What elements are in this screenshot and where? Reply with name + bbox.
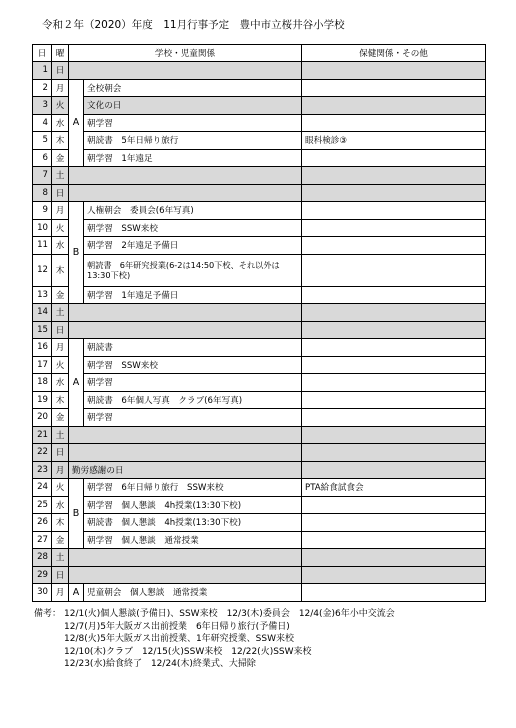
day-cell: 18: [33, 374, 52, 392]
day-cell: 13: [33, 286, 52, 304]
table-row: [33, 496, 486, 514]
day-cell: 1: [33, 62, 52, 80]
health-event-cell: [302, 461, 486, 479]
day-cell: 3: [33, 97, 52, 115]
school-event-cell: 朝学習: [84, 374, 302, 392]
weekday-cell: 日: [52, 321, 69, 339]
school-event-cell: 朝学習 個人懇談 通常授業: [84, 531, 302, 549]
weekday-cell: 火: [52, 356, 69, 374]
school-event-cell: 朝学習 1年遠足予備日: [84, 286, 302, 304]
day-cell: 23: [33, 461, 52, 479]
school-event-cell: [69, 304, 302, 322]
school-event-cell: [69, 549, 302, 567]
notes-line: 12/1(火)個人懇談(予備日)、SSW来校 12/3(木)委員会 12/4(金)6年小中交流会: [64, 609, 395, 619]
health-event-cell: [302, 149, 486, 167]
table-row: [33, 531, 486, 549]
table-row: [33, 62, 486, 80]
health-event-cell: [302, 339, 486, 357]
day-cell: 27: [33, 531, 52, 549]
health-event-cell: [302, 549, 486, 567]
weekday-cell: 木: [52, 132, 69, 150]
weekday-cell: 月: [52, 202, 69, 220]
school-event-cell: [69, 62, 302, 80]
header-health: 保健関係・その他: [302, 45, 486, 62]
table-row: [33, 566, 486, 584]
health-event-cell: [302, 237, 486, 255]
health-event-cell: [302, 254, 486, 286]
table-row: [33, 254, 486, 286]
notes-line: 12/10(木)クラブ 12/15(火)SSW来校 12/22(火)SSW来校: [64, 646, 312, 657]
table-row: [33, 167, 486, 185]
weekday-cell: 月: [52, 461, 69, 479]
school-event-cell: 児童朝会 個人懇談 通常授業: [84, 584, 302, 602]
schedule-body: [33, 62, 486, 602]
day-cell: 29: [33, 566, 52, 584]
weekday-cell: 日: [52, 444, 69, 462]
table-row: [33, 356, 486, 374]
health-event-cell: [302, 97, 486, 115]
header-school: 学校・児童関係: [69, 45, 302, 62]
weekday-cell: 土: [52, 304, 69, 322]
weekday-cell: 日: [52, 184, 69, 202]
health-event-cell: [302, 391, 486, 409]
notes-line: 12/23(水)給食終了 12/24(木)終業式、大掃除: [64, 659, 256, 669]
school-event-cell: 人権朝会 委員会(6年写真): [84, 202, 302, 220]
table-row: [33, 286, 486, 304]
health-event-cell: 眼科検診③: [302, 132, 486, 150]
header-row: [33, 45, 486, 62]
health-event-cell: [302, 219, 486, 237]
health-event-cell: [302, 114, 486, 132]
day-cell: 24: [33, 479, 52, 497]
school-event-cell: 朝学習 SSW来校: [84, 356, 302, 374]
table-row: [33, 391, 486, 409]
weekday-cell: 金: [52, 409, 69, 427]
health-event-cell: [302, 356, 486, 374]
notes-line: 12/7(月)5年大阪ガス出前授業 6年日帰り旅行(予備日): [64, 621, 290, 632]
health-event-cell: [302, 566, 486, 584]
table-row: [33, 184, 486, 202]
table-row: [33, 409, 486, 427]
health-event-cell: [302, 184, 486, 202]
weekday-cell: 火: [52, 479, 69, 497]
weekday-cell: 日: [52, 62, 69, 80]
weekday-cell: 土: [52, 549, 69, 567]
school-event-cell: 朝学習: [84, 409, 302, 427]
weekday-cell: 土: [52, 167, 69, 185]
week-group-cell: B: [69, 479, 84, 549]
weekday-cell: 木: [52, 391, 69, 409]
day-cell: 15: [33, 321, 52, 339]
day-cell: 21: [33, 426, 52, 444]
school-event-cell: 勤労感謝の日: [69, 461, 302, 479]
table-row: [33, 237, 486, 255]
notes-label: 備考：: [34, 609, 62, 619]
school-event-cell: [69, 184, 302, 202]
school-event-cell: 朝学習: [84, 114, 302, 132]
weekday-cell: 火: [52, 219, 69, 237]
day-cell: 7: [33, 167, 52, 185]
table-row: [33, 514, 486, 532]
health-event-cell: [302, 304, 486, 322]
school-event-cell: [69, 566, 302, 584]
table-row: [33, 339, 486, 357]
day-cell: 10: [33, 219, 52, 237]
day-cell: 19: [33, 391, 52, 409]
weekday-cell: 月: [52, 584, 69, 602]
school-event-cell: [69, 167, 302, 185]
table-row: [33, 132, 486, 150]
week-group-cell: A: [69, 584, 84, 602]
weekday-cell: 土: [52, 426, 69, 444]
health-event-cell: [302, 374, 486, 392]
schedule-table: [32, 44, 486, 602]
table-row: [33, 321, 486, 339]
health-event-cell: [302, 202, 486, 220]
school-event-cell: 朝学習 6年日帰り旅行 SSW来校: [84, 479, 302, 497]
health-event-cell: [302, 321, 486, 339]
day-cell: 11: [33, 237, 52, 255]
table-row: [33, 584, 486, 602]
week-group-cell: A: [69, 339, 84, 427]
notes-line: 12/8(火)5年大阪ガス出前授業、1年研究授業、SSW来校: [64, 634, 295, 644]
day-cell: 16: [33, 339, 52, 357]
day-cell: 20: [33, 409, 52, 427]
health-event-cell: [302, 531, 486, 549]
week-group-cell: B: [69, 202, 84, 304]
health-event-cell: [302, 409, 486, 427]
health-event-cell: [302, 62, 486, 80]
school-event-cell: [69, 444, 302, 462]
school-event-cell: 朝読書 6年個人写真 クラブ(6年写真): [84, 391, 302, 409]
table-row: [33, 149, 486, 167]
weekday-cell: 水: [52, 496, 69, 514]
weekday-cell: 金: [52, 286, 69, 304]
day-cell: 26: [33, 514, 52, 532]
notes-section: [34, 608, 484, 671]
day-cell: 14: [33, 304, 52, 322]
table-row: [33, 444, 486, 462]
table-row: [33, 461, 486, 479]
health-event-cell: PTA給食試食会: [302, 479, 486, 497]
weekday-cell: 金: [52, 149, 69, 167]
school-event-cell: 朝学習 SSW来校: [84, 219, 302, 237]
table-row: [33, 479, 486, 497]
page-title: 令和２年（2020）年度 11月行事予定 豊中市立桜井谷小学校: [42, 19, 345, 31]
school-event-cell: 朝読書 5年日帰り旅行: [84, 132, 302, 150]
health-event-cell: [302, 444, 486, 462]
health-event-cell: [302, 426, 486, 444]
weekday-cell: 月: [52, 339, 69, 357]
weekday-cell: 月: [52, 79, 69, 97]
weekday-cell: 水: [52, 374, 69, 392]
health-event-cell: [302, 496, 486, 514]
health-event-cell: [302, 584, 486, 602]
day-cell: 17: [33, 356, 52, 374]
school-event-cell: 文化の日: [84, 97, 302, 115]
week-group-cell: A: [69, 79, 84, 167]
table-row: [33, 219, 486, 237]
weekday-cell: 日: [52, 566, 69, 584]
table-row: [33, 549, 486, 567]
day-cell: 6: [33, 149, 52, 167]
weekday-cell: 木: [52, 514, 69, 532]
header-day: 日: [33, 45, 52, 62]
weekday-cell: 水: [52, 114, 69, 132]
school-event-cell: 朝読書: [84, 339, 302, 357]
table-row: [33, 114, 486, 132]
day-cell: 25: [33, 496, 52, 514]
table-row: [33, 374, 486, 392]
weekday-cell: 金: [52, 531, 69, 549]
school-event-cell: 全校朝会: [84, 79, 302, 97]
health-event-cell: [302, 167, 486, 185]
table-row: [33, 304, 486, 322]
day-cell: 5: [33, 132, 52, 150]
header-weekday: 曜: [52, 45, 69, 62]
day-cell: 8: [33, 184, 52, 202]
day-cell: 2: [33, 79, 52, 97]
school-event-cell: 朝学習 1年遠足: [84, 149, 302, 167]
day-cell: 4: [33, 114, 52, 132]
table-row: [33, 202, 486, 220]
day-cell: 22: [33, 444, 52, 462]
day-cell: 30: [33, 584, 52, 602]
table-row: [33, 97, 486, 115]
health-event-cell: [302, 286, 486, 304]
table-row: [33, 426, 486, 444]
weekday-cell: 木: [52, 254, 69, 286]
school-event-cell: 朝学習 2年遠足予備日: [84, 237, 302, 255]
health-event-cell: [302, 514, 486, 532]
day-cell: 12: [33, 254, 52, 286]
school-event-cell: 朝読書 6年研究授業(6-2は14:50下校、それ以外は13:30下校): [84, 254, 302, 286]
day-cell: 28: [33, 549, 52, 567]
school-event-cell: [69, 321, 302, 339]
school-event-cell: 朝読書 個人懇談 4h授業(13:30下校): [84, 514, 302, 532]
day-cell: 9: [33, 202, 52, 220]
health-event-cell: [302, 79, 486, 97]
school-event-cell: [69, 426, 302, 444]
table-row: [33, 79, 486, 97]
school-event-cell: 朝学習 個人懇談 4h授業(13:30下校): [84, 496, 302, 514]
weekday-cell: 水: [52, 237, 69, 255]
weekday-cell: 火: [52, 97, 69, 115]
